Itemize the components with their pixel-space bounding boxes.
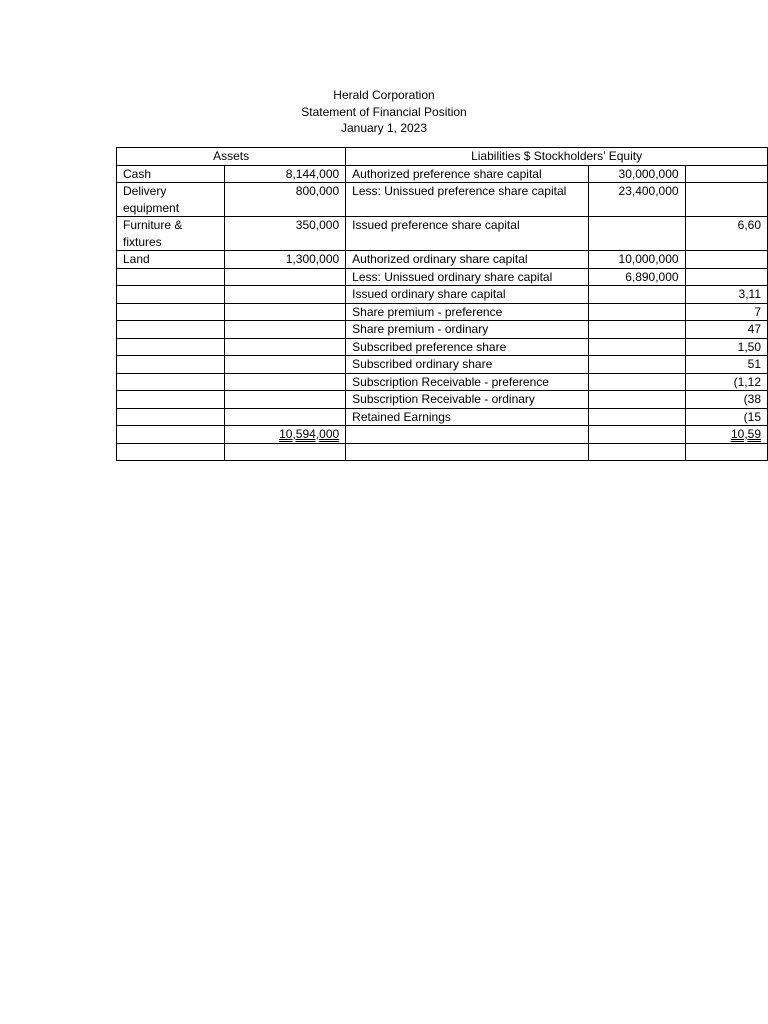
asset-label: Land <box>117 251 225 269</box>
table-header-row <box>117 148 768 166</box>
table-row <box>117 408 768 426</box>
asset-label <box>117 303 225 321</box>
asset-value: 1,300,000 <box>225 251 346 269</box>
liability-total: (1,12 <box>685 373 767 391</box>
empty-cell <box>589 443 685 460</box>
asset-label <box>117 286 225 304</box>
asset-value <box>225 356 346 374</box>
liability-total <box>685 165 767 183</box>
asset-label <box>117 408 225 426</box>
liability-subamount <box>589 217 685 251</box>
liability-grand-total: 10,59 <box>730 427 761 441</box>
empty-cell <box>117 443 225 460</box>
liability-label: Subscribed preference share <box>346 338 589 356</box>
liability-label: Retained Earnings <box>346 408 589 426</box>
liability-label: Share premium - preference <box>346 303 589 321</box>
asset-label: Furniture & fixtures <box>117 217 225 251</box>
liability-subamount <box>589 408 685 426</box>
empty-cell <box>225 443 346 460</box>
liability-total: (38 <box>685 391 767 409</box>
liability-subamount <box>589 356 685 374</box>
liability-label: Share premium - ordinary <box>346 321 589 339</box>
liability-total: 1,50 <box>685 338 767 356</box>
liability-label: Subscribed ordinary share <box>346 356 589 374</box>
asset-value <box>225 408 346 426</box>
asset-label <box>117 356 225 374</box>
asset-label <box>117 321 225 339</box>
table-row <box>117 303 768 321</box>
liability-total: 3,11 <box>685 286 767 304</box>
liability-subamount <box>589 373 685 391</box>
asset-label <box>117 373 225 391</box>
liability-subamount <box>589 286 685 304</box>
liability-subamount <box>589 303 685 321</box>
table-row <box>117 356 768 374</box>
table-row <box>117 286 768 304</box>
asset-value: 350,000 <box>225 217 346 251</box>
empty-cell <box>346 443 589 460</box>
liability-subamount: 23,400,000 <box>589 183 685 217</box>
asset-value: 800,000 <box>225 183 346 217</box>
asset-value <box>225 338 346 356</box>
asset-value <box>225 286 346 304</box>
liability-total: 47 <box>685 321 767 339</box>
liability-label: Issued ordinary share capital <box>346 286 589 304</box>
liability-total <box>685 268 767 286</box>
table-row <box>117 217 768 251</box>
liability-label: Subscription Receivable - preference <box>346 373 589 391</box>
liability-total: 6,60 <box>685 217 767 251</box>
asset-label <box>117 391 225 409</box>
table-row <box>117 338 768 356</box>
asset-value <box>225 373 346 391</box>
table-row <box>117 165 768 183</box>
liability-total <box>685 183 767 217</box>
asset-total: 10,594,000 <box>279 427 340 441</box>
liability-subamount <box>589 321 685 339</box>
asset-label <box>117 268 225 286</box>
asset-total-cell <box>225 426 346 444</box>
asset-label <box>117 338 225 356</box>
empty-row <box>117 443 768 460</box>
liability-label: Issued preference share capital <box>346 217 589 251</box>
table-row <box>117 373 768 391</box>
statement-date: January 1, 2023 <box>340 121 428 135</box>
table-row <box>117 391 768 409</box>
statement-header <box>284 87 484 137</box>
liability-total: 51 <box>685 356 767 374</box>
empty-cell <box>589 426 685 444</box>
liability-total-cell <box>685 426 767 444</box>
totals-row <box>117 426 768 444</box>
liability-subamount <box>589 391 685 409</box>
asset-label: Delivery equipment <box>117 183 225 217</box>
financial-position-table <box>116 147 768 461</box>
liability-total: (15 <box>685 408 767 426</box>
asset-value <box>225 268 346 286</box>
empty-cell <box>346 426 589 444</box>
empty-cell <box>117 426 225 444</box>
liability-label: Authorized ordinary share capital <box>346 251 589 269</box>
liabilities-header: Liabilities $ Stockholders’ Equity <box>346 148 768 166</box>
table-row <box>117 321 768 339</box>
company-name: Herald Corporation <box>333 88 435 102</box>
table-row <box>117 183 768 217</box>
asset-value <box>225 391 346 409</box>
liability-total <box>685 251 767 269</box>
assets-header: Assets <box>117 148 346 166</box>
asset-value <box>225 321 346 339</box>
statement-title: Statement of Financial Position <box>301 104 467 119</box>
liability-label: Subscription Receivable - ordinary <box>346 391 589 409</box>
liability-subamount: 6,890,000 <box>589 268 685 286</box>
asset-label: Cash <box>117 165 225 183</box>
liability-total: 7 <box>685 303 767 321</box>
liability-subamount: 10,000,000 <box>589 251 685 269</box>
liability-subamount: 30,000,000 <box>589 165 685 183</box>
empty-cell <box>685 443 767 460</box>
asset-value: 8,144,000 <box>225 165 346 183</box>
liability-label: Less: Unissued ordinary share capital <box>346 268 589 286</box>
table-row <box>117 268 768 286</box>
table-row <box>117 251 768 269</box>
liability-subamount <box>589 338 685 356</box>
liability-label: Authorized preference share capital <box>346 165 589 183</box>
liability-label: Less: Unissued preference share capital <box>346 183 589 217</box>
asset-value <box>225 303 346 321</box>
